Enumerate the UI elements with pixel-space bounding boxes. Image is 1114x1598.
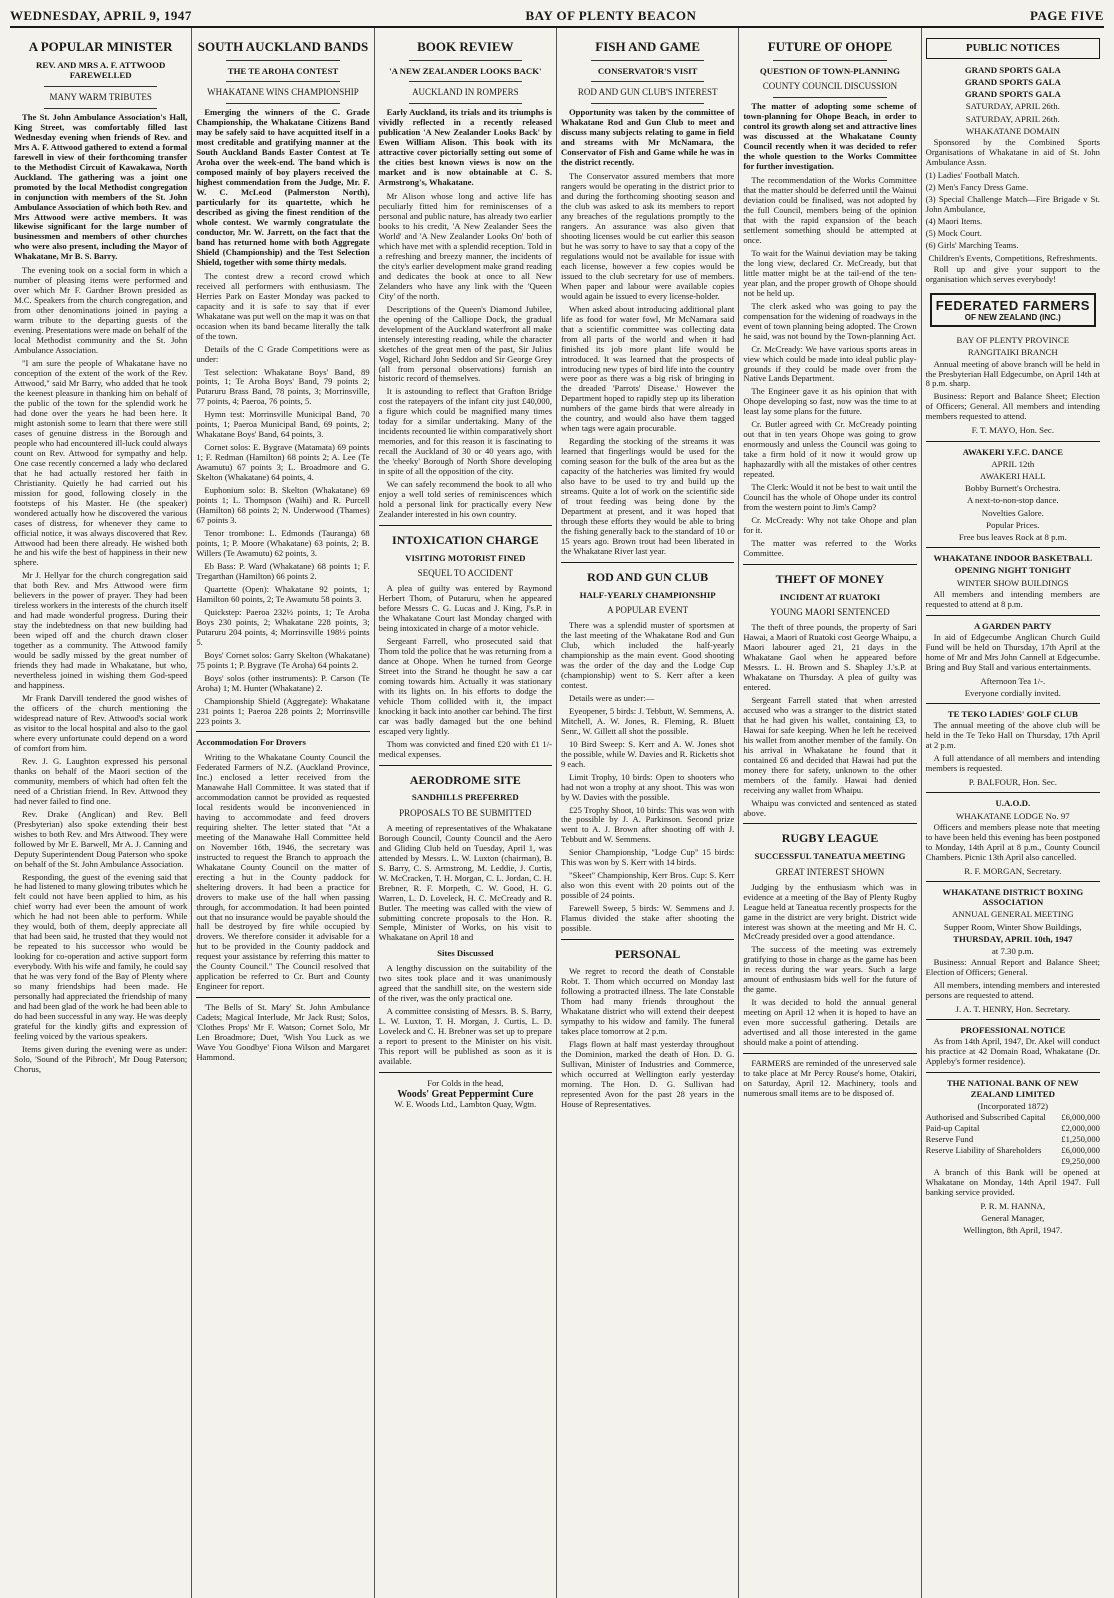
paragraph: "I am sure the people of Whakatane have no conception of the extent of the work of the Rev. Attwood," said Mr Barry, who added that he took the keenest pleasure in thanking him on behalf of the public of the town for the splendid work he had done over the years he had been here. It might astonish some to learn that there were still cases of genuine distress in the Borough and people who had encountered ill-luck could always count on Rev. Attwood for sympathy and help. One case recently concerned a lady who declared that he had actually restored her faith in Christianity. Quietly he had carried out his mission for good, following closely in the footsteps of his Master. He (the speaker) wondered actually how he discovered the various cases of distress, for whenever they came to official notice, it was always discovered that Rev. Attwood had been there already. He wished both he and his wife the best of happiness in their new sphere. bbox=[14, 358, 188, 568]
ad-headline: PROFESSIONAL NOTICE bbox=[960, 1025, 1066, 1036]
signature: R. F. MORGAN, Secretary. bbox=[964, 865, 1062, 876]
divider bbox=[561, 939, 734, 940]
article-subhead: 'A NEW ZEALANDER LOOKS BACK' bbox=[389, 65, 542, 76]
paragraph: Championship Shield (Aggregate): Whakatane 231 points 1; Paeroa 228 points 2; Morrinsville 223 points 3. bbox=[196, 695, 370, 726]
section-header: PUBLIC NOTICES bbox=[926, 38, 1100, 59]
finance-value: £6,000,000 bbox=[1061, 1111, 1100, 1122]
ad-line: WHAKATANE DOMAIN bbox=[965, 125, 1060, 136]
paragraph: Rev. J. G. Laughton expressed his personal thanks on behalf of the Maori section of the community, members of which had often felt the need of a Christian friend. In Rev. Attwood they had never failed to find one. bbox=[14, 755, 188, 806]
article-lead: The matter of adopting some scheme of town-planning for Ohope Beach, in order to control its growth along set and attractive lines was discussed at the Whakatane County Council recently when it was decided to refer the whole question to the Works Committee for further investigation. bbox=[743, 101, 917, 172]
divider bbox=[926, 615, 1100, 616]
ad-line: APRIL 12th bbox=[991, 458, 1035, 469]
ad-headline: AWAKERI Y.F.C. DANCE bbox=[962, 446, 1064, 457]
ad-line: SATURDAY, APRIL 26th. bbox=[965, 113, 1060, 124]
ad-line: GRAND SPORTS GALA bbox=[964, 76, 1061, 87]
ad-line: Bobby Burnett's Orchestra. bbox=[964, 483, 1061, 494]
paragraph: Mr Frank Darvill tendered the good wishes of the officers of the church mentioning the widespread nature of Rev. Attwood's social work as visitor to the local hospital and also to the gaol where every unfortunate could depend on a word of comfort from him. bbox=[14, 693, 188, 753]
paragraph: Mr Alison whose long and active life has peculiarly fitted him for reminiscenses of a personal and public nature, has already two earlier books to his credit, 'A New Zealander Sees the World' and 'A New Zealander Looks On' both of which have met with a splendid reception. Told in a refreshing and breezy manner, the incidents of the city's earlier development make grand reading and dedicates the book at once to all New Zelanders who have any link with the 'Queen City' of the north. bbox=[378, 191, 552, 301]
finance-value: £2,000,000 bbox=[1061, 1122, 1100, 1133]
paragraph: It is astounding to reflect that Grafton Bridge cost the ratepayers of the infant city just £40,000, a figure which could be magnified many times today for a similar undertaking. Many of the incidents recounted lie within comparatively short memories, and for this reason it is fascinating to recall the Auckland of 30 or 40 years ago, with the 'cheeky' Borough of North Shore developing in spite of all the opposition of the city. bbox=[378, 386, 552, 477]
column-3 bbox=[375, 28, 557, 1598]
paragraph: A lengthy discussion on the suitability of the two sites took place and it was unanimously agreed that the sandhill site, on the western side of the river, was the only practical one. bbox=[378, 962, 552, 1003]
signature: J. A. T. HENRY, Hon. Secretary. bbox=[955, 1004, 1071, 1015]
paragraph: Responding, the guest of the evening said that he had listened to many glowing tributes which he felt could not have been applied to him, as his chief worry had ever been the amount of work which he had not been able to perform. While they would, both of them, deeply appreciate all that had been said, he trusted that they would not be repeated to his successor who would be looking for co-operation and active support form everybody. With his wife and family, he could say that he was very fond of the Bay of Plenty where so many friendships had been made. He personally had appreciated the friendship of many and had been glad of the work he had been able to do had been successful in any way. He was deeply grateful for the kindly gifts and expression of feeling voiced by the various speakers. bbox=[14, 871, 188, 1042]
divider bbox=[379, 765, 552, 766]
ad-line: ANNUAL GENERAL MEETING bbox=[952, 909, 1074, 920]
paragraph: A plea of guilty was entered by Raymond Herbert Thom, of Putaruru, when he appeared before Messrs C. G. Lucas and J. King, J's.P. in the Whakatane Court last Monday charged with being intoxicated in charge of a motor vehicle. bbox=[378, 583, 552, 634]
ad-line: GRAND SPORTS GALA bbox=[964, 89, 1061, 100]
finance-row bbox=[926, 1113, 1100, 1123]
divider bbox=[926, 792, 1100, 793]
paragraph: The Engineer gave it as his opinion that with Ohope developing so fast, now was the time to at least lay some plans for the future. bbox=[743, 386, 917, 417]
article-subhead: AUCKLAND IN ROMPERS bbox=[412, 87, 519, 98]
list-item: (4) Maori Items. bbox=[925, 215, 983, 226]
paragraph: The clerk asked who was going to pay the compensation for the widening of roadways in the event of town planning being adopted. The Crown he said, was not bound by the Town-planning Act. bbox=[743, 300, 917, 341]
paragraph: Judging by the enthusiasm which was in evidence at a meeting of the Bay of Plenty Rugby League held at Taneatua recently prospects for the game in the district are very bright. District wide interest was shown at the meeting and Mr H. C. McCready presided over a good attendance. bbox=[743, 881, 917, 942]
signature: Wellington, 8th April, 1947. bbox=[963, 1225, 1063, 1236]
paragraph: When asked about introducing additional plant life as food for water fowl, Mr McNamara said that a scientific committee was collecting data from all parts of the world and when it had finished its job more plant life would be introduced. It was learned that the prospects of introducing new types of bird life into the country were poor as there was a big risk of bringing in the dreaded 'Parrots' Disease.' However the Department hoped to rapidly step up its liberation numbers of the game birds that were already in the country, and would also have them tagged when tags were again procurable. bbox=[560, 303, 735, 434]
divider bbox=[409, 60, 522, 61]
paragraph: Business: Annual Report and Balance Sheet; Election of Officers; General. bbox=[925, 957, 1100, 978]
paragraph: The success of the meeting was extremely gratifying to those in charge as the game has been in recess during the war years. Such a large amount of enthusiasm bids well for the future of the game. bbox=[743, 944, 917, 995]
paragraph: We can safely recommend the book to all who enjoy a well told series of reminiscences which hold a personal link for practically every New Zealander interested in his own country. bbox=[378, 479, 552, 520]
paragraph: Officers and members please note that meeting to have been held this evening has been postponed to Monday, 14th April at 8 p.m., County Council Chambers. Picnic 13th April also cancelled. bbox=[925, 821, 1100, 862]
signature: P. BALFOUR, Hon. Sec. bbox=[968, 777, 1057, 788]
column-4 bbox=[557, 28, 739, 1598]
divider bbox=[926, 881, 1100, 882]
paragraph: Thom was convicted and fined £20 with £1 1/- medical expenses. bbox=[378, 738, 552, 759]
ad-line: Free bus leaves Rock at 8 p.m. bbox=[958, 531, 1067, 542]
article-headline: SOUTH AUCKLAND BANDS bbox=[197, 39, 369, 54]
ad-line: THURSDAY, APRIL 10th, 1947 bbox=[953, 933, 1073, 944]
divider bbox=[196, 997, 369, 998]
ad-line: OPENING NIGHT TONIGHT bbox=[954, 565, 1071, 576]
paragraph: Senior Championship, "Lodge Cup" 15 birds: This was won by S. Kerr with 14 birds. bbox=[560, 847, 735, 868]
divider bbox=[926, 1072, 1100, 1073]
signature: P. R. M. HANNA, bbox=[980, 1200, 1046, 1211]
article-headline: PERSONAL bbox=[614, 947, 681, 962]
federated-farmers-logo bbox=[930, 293, 1096, 327]
paragraph: To wait for the Wainui deviation may be taking the long view, declared Cr. McCready, but that little matter might be at the tail-end of the ten-year plan, and the proper growth of Ohope should not be held up. bbox=[743, 247, 917, 298]
ad-brand: Woods' Great Peppermint Cure bbox=[397, 1088, 534, 1100]
paragraph: FARMERS are reminded of the unreserved sale to take place at Mr Percy Rouse's home, Otakiri, on Saturday, April 12. Machinery, tools and numerous small items are to be disposed of. bbox=[743, 1058, 917, 1099]
paragraph: The matter was referred to the Works Committee. bbox=[743, 538, 917, 558]
finance-value: £6,000,000 bbox=[1061, 1144, 1100, 1155]
paragraph: Mr J. Hellyar for the church congregation said that both Rev. and Mrs Attwood were firm believers in the power of prayer. They had been tireless workers in the interests of the church itself and had made wonderful progress. During their stay the indebtedness on that new building had been wiped off and the church drawn closer together as a community. The Attwood family would be sadly missed by the great number of friends they had made in Whakatane, but who, nevertheless joined in wishing them God-speed and happiness. bbox=[14, 570, 188, 691]
article-subhead: HALF-YEARLY CHAMPIONSHIP bbox=[579, 589, 716, 600]
article-lead: Opportunity was taken by the committee of Whakatane Rod and Gun Club to meet and discuss many subjects relating to game in field and streams with Mr McNamara, the Conservator of Fish and Game while he was in the district recently. bbox=[560, 107, 735, 168]
finance-row bbox=[926, 1135, 1100, 1145]
divider bbox=[196, 731, 369, 732]
article-subhead: MANY WARM TRIBUTES bbox=[49, 92, 152, 103]
paragraph: Hymn test: Morrinsville Municipal Band, 70 points, 1; Paeroa Municipal Band, 69 points, 2; Whakatane Boys' Band, 64 points, 3. bbox=[196, 409, 370, 440]
finance-label: Reserve Fund bbox=[925, 1133, 974, 1144]
paragraph: As from 14th April, 1947, Dr. Akel will conduct his practice at 42 Domain Road, Whakatane (Dr. Appleby's former residence). bbox=[925, 1036, 1100, 1067]
paragraph: It was decided to hold the annual general meeting on April 12 when it is hoped to have an even more successful gathering. Details are advertised and all those interested in the game should make a point of attending. bbox=[743, 997, 917, 1048]
ad-line: Children's Events, Competitions, Refreshments. bbox=[928, 252, 1098, 263]
article-lead: Early Auckland, its trials and its triumphs is vividly reflected in a recently released publication 'A New Zealander Looks Back' by Ewen William Alison. This book with its attractive cover pictorially setting out some of the cities best known views is now on the market and is now obtainable at C. S. Armstrong's, Whakatane. bbox=[378, 107, 552, 188]
ad-line: SATURDAY, APRIL 26th. bbox=[965, 101, 1060, 112]
ad-line: Supper Room, Winter Show Buildings, bbox=[943, 921, 1082, 932]
page-number: PAGE FIVE bbox=[1030, 8, 1104, 23]
paragraph: Cornet solos: E. Bygrave (Matamata) 69 points 1; F. Redman (Hamilton) 68 points 2; A. Lee (Te Awamutu) 67 points 3; L. Broadmore and G. Skelton (Whakatane) 64 points, 4. bbox=[196, 442, 370, 483]
divider bbox=[773, 97, 886, 98]
article-headline: FISH AND GAME bbox=[595, 39, 701, 54]
article-subhead: GREAT INTEREST SHOWN bbox=[775, 866, 885, 877]
ad-line: Novelties Galore. bbox=[981, 507, 1044, 518]
divider bbox=[379, 525, 552, 526]
ad-headline: WHAKATANE DISTRICT BOXING ASSOCIATION bbox=[942, 886, 1084, 908]
ad-line: Afternoon Tea 1/-. bbox=[980, 675, 1046, 686]
article-subhead: INCIDENT AT RUATOKI bbox=[779, 591, 881, 602]
divider bbox=[226, 60, 339, 61]
paragraph: A committee consisting of Messrs. B. S. Barry, L. W. Luxton, T. H. Morgan, J. Curtis, L. D. Loveleck and C. H. Brebner was set up to prepare a report to present to the Minister on his visit. This report will be published as soon as it is available. bbox=[378, 1005, 552, 1066]
article-headline: ROD AND GUN CLUB bbox=[587, 569, 709, 584]
ad-headline: WHAKATANE INDOOR BASKETBALL bbox=[933, 553, 1093, 564]
paragraph: Farewell Sweep, 5 birds: W. Semmens and J. Flamus divided the stake after shooting the possible. bbox=[560, 903, 735, 934]
divider bbox=[561, 562, 734, 563]
ad-line: at 7.30 p.m. bbox=[991, 945, 1034, 956]
paragraph: Roll up and give your support to the organisation which serves everybody! bbox=[925, 263, 1100, 284]
paragraph: There was a splendid muster of sportsmen at the last meeting of the Whakatane Rod and Gun Club, which included the half-yearly championship as the main event. Good shooting was the order of the day and the Lodge Cup (championship) went to S. Kerr after a keen contest. bbox=[560, 620, 735, 690]
divider bbox=[926, 703, 1100, 704]
divider bbox=[409, 103, 522, 104]
ad-line: A next-to-non-stop dance. bbox=[966, 495, 1059, 506]
paragraph: Cr. McCready: We have various sports areas in view which could be made into ideal public play-grounds if they could be made over from the Native Lands Department. bbox=[743, 343, 917, 384]
ad-line: Everyone cordially invited. bbox=[964, 688, 1061, 699]
ad-line: W. E. Woods Ltd., Lambton Quay, Wgtn. bbox=[394, 1099, 537, 1110]
paragraph: Rev. Drake (Anglican) and Rev. Bell (Presbyterian) also spoke extending their best wishes to both Rev. and Mrs Attwood. They were followed by Mr E. Barwell, Mr A. J. Canning and Deputy Superintendent Doug Paterson who spoke on behalf of the St. John Ambulance Association. bbox=[14, 808, 188, 869]
divider bbox=[226, 81, 339, 82]
article-subhead: YOUNG MAORI SENTENCED bbox=[770, 607, 890, 618]
divider bbox=[591, 60, 704, 61]
article-lead: Emerging the winners of the C. Grade Championship, the Whakatane Citizens Band may be safely said to have acquitted itself in a most creditable and gratifying manner at the South Auckland Bands Easter Contest at Te Aroha over the week-end. The band which is composed mainly of boy players received the highest commendation from the Judge, Mr. F. W. C. McLeod (Palmerston North), particularly for its quartette, which he described as giving the finest rendition of the whole contest. We warmly congratulate the conductor, Mr. W. Jarrett, on the fact that the band has returned home with both Aggregate Shield (Championship) and the Test Selection Shield, together with some thirty medals. bbox=[196, 107, 370, 267]
paragraph: In aid of Edgecumbe Anglican Church Guild Fund will be held on Thursday, 17th April at the home of Mr and Mrs John Cannell at Edgecumbe. Bring and Buy Stall and various entertainments. bbox=[925, 631, 1100, 672]
paragraph: A full attendance of all members and intending members is requested. bbox=[925, 753, 1100, 774]
paragraph: Sergeant Farrell, who prosecuted said that Thom told the police that he was returning from a dance at Ohope. When he turned from George Street into the Strand he thought he saw a car coming towards him. Actually it was stationary with its lights on. In his efforts to dodge the vehicle Thom collided with it, the impact knocking it back into another car behind. The first car was badly damaged but the one behind escaped very lightly. bbox=[378, 636, 552, 736]
paragraph: The theft of three pounds, the property of Sari Hawai, a Maori of Ruatoki cost George Whaipu, a Maori labourer aged 21, 21 days in the Whakatane Gaol when he appeared before Messrs. L. H. Brown and S. Shapley J.'s.P. at Whakatane on Thursday. A plea of guilty was entered. bbox=[743, 622, 917, 692]
paragraph: Sponsored by the Combined Sports Organisations of Whakatane in aid of St. John Ambulance Assn. bbox=[925, 136, 1100, 167]
divider bbox=[743, 564, 916, 565]
divider bbox=[591, 81, 704, 82]
paragraph: Cr. Butler agreed with Cr. McCready pointing out that in ten years Ohope was going to grow enormously and unless the Council was going to take a firm hold of it now it would grow up haphazardly with all the mistakes of other centres repeated. bbox=[743, 419, 917, 480]
ad-line: AWAKERI HALL bbox=[980, 470, 1046, 481]
paragraph: Whaipu was convicted and sentenced as stated above. bbox=[743, 797, 917, 818]
paragraph: 10 Bird Sweep: S. Kerr and A. W. Jones shot the possible, while W. Davies and R. Ricketts shot 9 each. bbox=[560, 738, 735, 769]
paragraph: The Clerk: Would it not be best to wait until the Council has the whole of Ohope under its control from the western point to Jim's Camp? bbox=[743, 482, 917, 513]
paragraph: Regarding the stocking of the streams it was learned that fingerlings would be used for the coming season for the bulk of the area but as the capacity of the hatcheries was limited fry would also have to be used to try and build up the streams. Quite a lot of work on the scientific side of trout feeding was being done by the Department at present, and it was hoped that through these efforts they would be able to bring the fishing generally back to the standard of 10 or 15 years ago. Brown trout had been liberated in the Whakatane River last year. bbox=[560, 436, 735, 556]
divider bbox=[743, 823, 916, 824]
paragraph: Items given during the evening were as under: Solo, 'Sound of the Pibroch', Mr Doug Paterson; Chorus, bbox=[14, 1043, 188, 1074]
article-headline: AERODROME SITE bbox=[409, 772, 521, 787]
finance-label: Authorised and Subscribed Capital bbox=[925, 1111, 1046, 1122]
masthead bbox=[10, 8, 1104, 28]
paragraph: Test selection: Whakatane Boys' Band, 89 points, 1; Te Aroha Boys' Band, 79 points 2; Putaruru Brass Band, 78 points, 3; Morrinsville, 77 points, 4; Paeroa, 76 points, 5. bbox=[196, 366, 370, 407]
divider bbox=[926, 1019, 1100, 1020]
finance-label: Paid-up Capital bbox=[925, 1122, 980, 1133]
article-subhead: WHAKATANE WINS CHAMPIONSHIP bbox=[207, 87, 359, 98]
paragraph: £25 Trophy Shoot, 10 birds: This was won with the possible by J. A. Parkinson. Second prize went to A. J. Brown after shooting off with J. Tebbutt and W. Semmens. bbox=[560, 804, 735, 845]
paragraph: Annual meeting of above branch will be held in the Presbyterian Hall Edgecumbe, on April 14th at 8 p.m. sharp. bbox=[925, 358, 1100, 389]
paragraph: Details of the C Grade Competitions were as under: bbox=[196, 343, 370, 364]
finance-row bbox=[926, 1157, 1100, 1167]
article-subhead: COUNTY COUNCIL DISCUSSION bbox=[762, 81, 898, 92]
divider bbox=[926, 547, 1100, 548]
signature: F. T. MAYO, Hon. Sec. bbox=[971, 425, 1055, 436]
article-lead: The St. John Ambulance Association's Hall, King Street, was comfortably filled last Wednesday evening when friends of Rev. and Mrs A. F. Attwood gathered to extend a formal farewell in view of their forthcoming transfer to the Methodist Circuit of Kawakawa, North Auckland. The gathering was a joint one promoted by the local Methodist congregation in conjunction with members of the St. John Ambulance Association of which both Rev. and Mrs Attwood were active members. It was likewise significant for the large number of businessmen and members of other churches who were also present, including the Mayor of Whakatane, Mr B. S. Barry. bbox=[14, 111, 188, 262]
ad-headline: TE TEKO LADIES' GOLF CLUB bbox=[947, 709, 1078, 720]
article-headline: THEFT OF MONEY bbox=[775, 571, 885, 586]
paragraph: Flags flown at half mast yesterday throughout the Dominion, marked the death of Hon. D. G. Sullivan, Minister of Industries and Commerce, which occurred at Wellington early yesterday morning. The Hon. D. G. Sullivan had represented Avon for the past 28 years in the House of Representatives. bbox=[560, 1038, 735, 1109]
paragraph: Euphonium solo: B. Skelton (Whakatane) 69 points 1; L. Thompson (Waihi) and R. Purcell (Hamilton) 68 points 2; N. Underwood (Thames) 67 points 3. bbox=[196, 485, 370, 526]
paragraph: Sergeant Farrell stated that when arrested accused who was a stranger to the district stated that he had given his wallet, containing £3, to Hawai for safe keeping. When he left he received his wallet from another member of the family. On his arrival in Whakatane he found that it contained £6 and decided that Hawai had put the money there for safety, unknown to the other members of the family. Hawai had denied receiving any wallet from Whaipu. bbox=[743, 694, 917, 795]
paragraph: Eb Bass: P. Ward (Whakatane) 68 points 1; F. Tregarthan (Hamilton) 66 points 2. bbox=[196, 560, 370, 581]
divider bbox=[226, 103, 339, 104]
paragraph: All members and intending members are requested to attend at 8 p.m. bbox=[925, 588, 1100, 609]
ad-line: GRAND SPORTS GALA bbox=[964, 64, 1061, 75]
article-subhead: ROD AND GUN CLUB'S INTEREST bbox=[577, 87, 718, 98]
list-item: (6) Girls' Marching Teams. bbox=[925, 239, 1019, 250]
ad-line: BAY OF PLENTY PROVINCE bbox=[956, 335, 1070, 346]
logo-subtext: OF NEW ZEALAND (INC.) bbox=[964, 312, 1061, 322]
paragraph: 'The Bells of St. Mary' St. John Ambulance Cadets; Magical Interlude, Mr Jack Rust; Solos, 'Clothes Props' Mr F. Watson; Cornet Solo, Mr Len Broadmore; Duet, 'Wish You Luck as we Wave You Goodbye' Fiona Wilson and Margaret Hammond. bbox=[196, 1002, 370, 1063]
ad-line: Popular Prices. bbox=[986, 519, 1040, 530]
divider bbox=[743, 1053, 916, 1054]
divider bbox=[773, 60, 886, 61]
paragraph: Boys' solos (other instruments): P. Carson (Te Aroha) 1; M. Hunter (Whakatane) 2. bbox=[196, 672, 370, 693]
column-6 bbox=[922, 28, 1104, 1598]
paragraph: Cr. McCready: Why not take Ohope and plan for it. bbox=[743, 515, 917, 536]
paragraph: The annual meeting of the above club will be held in the Te Teko Hall on Thursday, 17th April at 2 p.m. bbox=[925, 720, 1100, 751]
paragraph: Eyeopener, 5 birds: J. Tebbutt, W. Semmens, A. Mitchell, A. W. Jones, R. Fleming, R. Bluett Senr., W. Gillett all shot the possible. bbox=[560, 705, 735, 736]
logo-text: FEDERATED FARMERS bbox=[935, 297, 1090, 313]
paragraph: The evening took on a social form in which a number of pleasing items were performed and over which Mr F. Gardner Brown presided as M.C. Speakers from the church congregation, and from other denominations joined in paying a warm tribute to the departing guests of the evening. Presentations were made on behalf of the local Methodist community and the St. John Ambulance Association. bbox=[14, 265, 188, 356]
divider bbox=[44, 86, 157, 87]
article-subhead: SEQUEL TO ACCIDENT bbox=[417, 568, 513, 579]
paragraph: A meeting of representatives of the Whakatane Borough Council, County Council and the Aero and Gliding Club held on Tuesday, April 1, was attended by Messrs. L. W. Luxton (chairman), B. S. Barry, C. S. Armstrong, M. Leddie, J. Curtis, W. McCracken, T. H. Morgan, C. L. Jordan, C. H. Brebner, R. F. Morpeth, C. W. Good, H. G. Warren, L. D. Loveleck, H. C. McCready and R. Butler. The meeting was called with the view of submitting concrete proposals to the Hon. R. Semple, Minister of Works, on his visit to Whakatane on April 18 and bbox=[378, 822, 552, 943]
list-item: (5) Mock Court. bbox=[925, 227, 982, 238]
ad-line: WINTER SHOW BUILDINGS bbox=[956, 577, 1069, 588]
divider bbox=[44, 108, 157, 109]
column-1 bbox=[10, 28, 192, 1598]
article-subhead: CONSERVATOR'S VISIT bbox=[597, 65, 698, 76]
paragraph: Limit Trophy, 10 birds: Open to shooters who had not won a trophy at any shoot. This was won by W. Davies with the possible. bbox=[560, 771, 735, 802]
divider bbox=[379, 1072, 552, 1073]
list-item: (2) Men's Fancy Dress Game. bbox=[925, 181, 1029, 192]
paragraph: Details were as under:— bbox=[568, 692, 655, 703]
paragraph: Tenor trombone: L. Edmonds (Tauranga) 68 points, 1; P. Moore (Whakatane) 63 points, 2; B. Willers (Te Awamutu) 62 points, 3. bbox=[196, 528, 370, 558]
article-subhead: VISITING MOTORIST FINED bbox=[405, 552, 526, 563]
article-headline: Accommodation For Drovers bbox=[196, 737, 306, 748]
column-5 bbox=[739, 28, 921, 1598]
article-headline: RUGBY LEAGUE bbox=[781, 831, 879, 846]
peppermint-cure-ad bbox=[379, 1079, 552, 1111]
finance-value: £9,250,000 bbox=[1061, 1155, 1100, 1166]
ad-headline: A GARDEN PARTY bbox=[973, 620, 1052, 631]
article-headline: FUTURE OF OHOPE bbox=[767, 39, 893, 54]
article-subhead: Sites Discussed bbox=[437, 948, 494, 959]
issue-date: WEDNESDAY, APRIL 9, 1947 bbox=[10, 8, 192, 23]
finance-label: Reserve Liability of Shareholders bbox=[925, 1144, 1042, 1155]
list-item: (1) Ladies' Football Match. bbox=[925, 169, 1020, 180]
signature: General Manager, bbox=[981, 1212, 1045, 1223]
ad-line: (Incorporated 1872) bbox=[977, 1100, 1049, 1111]
divider bbox=[591, 103, 704, 104]
paragraph: The Conservator assured members that more rangers would be operating in the district prior to and during the forthcoming shooting season and the club was asked to ask its members to report any breaches of the regulations promptly to the rangers. An assurance was also given that shooting licenses would be cut earlier this season but he was sorry to have to say that a copy of the regulations would not be available for issue with each license, however a few copies would be issued to the club secretary for use of members. When paper and labour were available copies would again be issued to every license-holder. bbox=[560, 171, 735, 301]
article-subhead: REV. AND MRS A. F. ATTWOOD FAREWELLED bbox=[35, 59, 166, 81]
divider bbox=[409, 81, 522, 82]
ad-line: WHAKATANE LODGE No. 97 bbox=[955, 810, 1070, 821]
ad-headline: U.A.O.D. bbox=[995, 798, 1031, 809]
paragraph: Descriptions of the Queen's Diamond Jubilee, the opening of the Calliope Dock, the gradual development of the Auckland waterfront all make intensely interesting reading, while the character sketches of the great men of the past, Sir Julius Vogel, Richard John Seddon and Sir George Grey (all from personal observations) furnish an historic record of themselves. bbox=[378, 303, 552, 384]
paper-name: BAY OF PLENTY BEACON bbox=[525, 8, 697, 23]
paragraph: Business: Report and Balance Sheet; Election of Officers; General. All members and intending members requested to attend. bbox=[925, 391, 1100, 422]
paragraph: The recommendation of the Works Committee that the matter should be deferred until the Wainui deviation could be finalised, was not adopted by the full Council, members being of the opinion that with the rapid expansion of the beach settlement something should be attempted at once. bbox=[743, 175, 917, 245]
paragraph: Writing to the Whakatane County Council the Federated Farmers of N.Z. (Auckland Province, Inc.) enclosed a letter received from the Manawahe Hall Committee. It was stated that if accommodation cannot be provided as requested local residents would be inconvenienced in having to accommodate and feed drovers requiring shelter. The letter stated that "At a meeting of the Manawahe Hall Committee held on November 16th, 1946, the secretary was instructed to request the Branch to approach the Whakatane County Council on the matter of erecting a hut in the County paddock for sheltering drovers. It had been a practice for drovers to make use of the hall when passing through, for accommodation. It had been pointed out that no insurance would be payable should the hall be destroyed by fire while occupied by drovers. We therefore consider it advisable for a hut to be provided in the County paddock and request your assistance by referring this matter to the County Council." The Council resolved that application be referred to Cr. Burt and County Engineer for report. bbox=[196, 752, 370, 992]
paragraph: A branch of this Bank will be opened at Whakatane on Monday, 14th April 1947. Full banking service provided. bbox=[925, 1166, 1100, 1197]
columns bbox=[10, 28, 1104, 1598]
article-headline: A POPULAR MINISTER bbox=[28, 39, 173, 54]
article-subhead: A POPULAR EVENT bbox=[607, 605, 689, 616]
article-subhead: QUESTION OF TOWN-PLANNING bbox=[759, 65, 901, 76]
article-subhead: SANDHILLS PREFERRED bbox=[411, 792, 519, 803]
paragraph: Quickstep: Paeroa 232½ points, 1; Te Aroha Boys 230 points, 2; Whakatane 228 points, 3; Putaruru 204 points, 4; Morrinsville 198½ points 5. bbox=[196, 606, 370, 647]
ad-headline: THE NATIONAL BANK OF NEW ZEALAND LIMITED bbox=[946, 1078, 1079, 1099]
list-item: (3) Special Challenge Match—Fire Brigade v St. John Ambulance, bbox=[925, 193, 1100, 214]
column-2 bbox=[192, 28, 374, 1598]
article-headline: INTOXICATION CHARGE bbox=[392, 533, 539, 548]
paragraph: Quartette (Open): Whakatane 92 points, 1; Hamilton 60 points, 2; Te Awamutu 58 points 3. bbox=[196, 583, 370, 604]
finance-row bbox=[926, 1124, 1100, 1134]
ad-line: RANGITAIKI BRANCH bbox=[967, 347, 1058, 358]
paragraph: "Skeet" Championship, Kerr Bros. Cup: S. Kerr also won this event with 20 points out of the possible of 24 points. bbox=[560, 870, 735, 901]
ad-line: For Colds in the head, bbox=[427, 1077, 504, 1088]
paragraph: All members, intending members and interested persons are requested to attend. bbox=[925, 980, 1100, 1001]
paragraph: The contest drew a record crowd which received all performers with enthusiasm. The Herries Park on Easter Monday was packed to capacity and it is safe to say that if ever Whakatane was put well on the map it was on that occasion when its band became literally the talk of the town. bbox=[196, 270, 370, 341]
article-subhead: THE TE AROHA CONTEST bbox=[227, 65, 339, 76]
divider bbox=[926, 441, 1100, 442]
article-headline: BOOK REVIEW bbox=[417, 39, 514, 54]
paragraph: Boys' Cornet solos: Garry Skelton (Whakatane) 75 points 1; P. Bygrave (Te Aroha) 64 points 2. bbox=[196, 649, 370, 670]
article-subhead: SUCCESSFUL TANEATUA MEETING bbox=[754, 851, 906, 862]
finance-row bbox=[926, 1146, 1100, 1156]
article-subhead: PROPOSALS TO BE SUBMITTED bbox=[399, 807, 532, 818]
finance-value: £1,250,000 bbox=[1061, 1133, 1100, 1144]
paragraph: We regret to record the death of Constable Robt. T. Thom which occurred on Monday last following a protracted illness. The late Constable Thom had many friends throughout the Whakatane district who will extend their deepest sympathy to his widow and family. The funeral takes place tomorrow at 2 p.m. bbox=[560, 965, 735, 1036]
